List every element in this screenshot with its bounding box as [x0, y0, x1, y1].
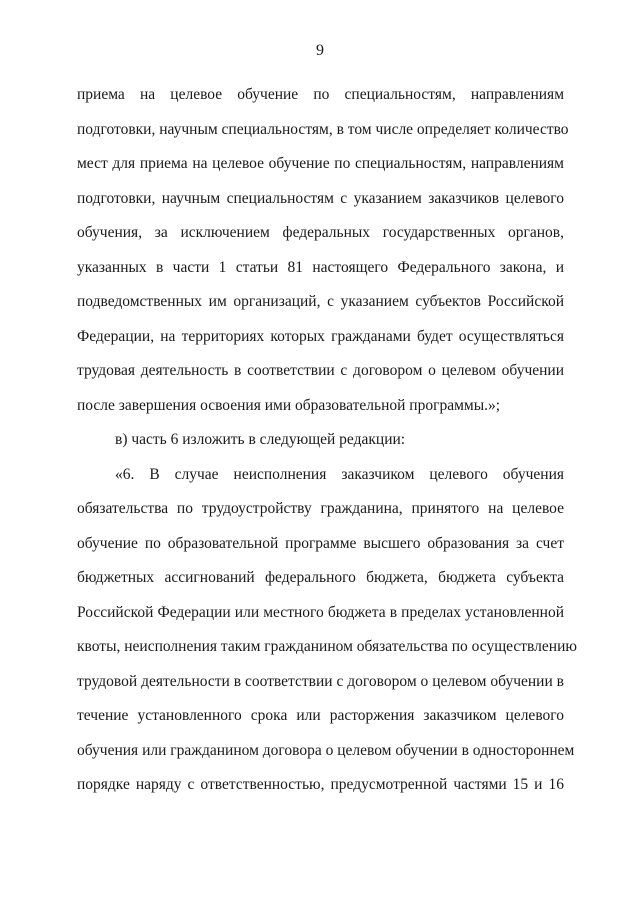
text-line: обязательства по трудоустройству гражданина, принятого на целевое: [77, 500, 564, 517]
paragraph-3: [77, 458, 577, 803]
text-line: трудовой деятельности в соответствии с договором о целевом обучении в: [77, 672, 564, 690]
text-line: Российской Федерации или местного бюджета в пределах установленной: [77, 603, 564, 621]
text-line: обучения или гражданином договора о целевом обучении в одностороннем: [77, 741, 575, 759]
text-line: квоты, неисполнения таким гражданином обязательства по осуществлению: [77, 638, 577, 655]
text-line: течение установленного срока или расторжения заказчиком целевого: [77, 707, 564, 724]
page-number: 9: [316, 42, 324, 59]
paragraph-2: [77, 423, 564, 458]
text-line: Федерации, на территориях которых гражданами будет осуществляться: [77, 327, 564, 345]
text-line: трудовая деятельность в соответствии с договором о целевом обучении: [77, 362, 564, 379]
text-line: порядке наряду с ответственностью, предусмотренной частями 15 и 16: [77, 776, 564, 793]
text-line: подготовки, научным специальностям с указанием заказчиков целевого: [77, 189, 564, 207]
text-line: подготовки, научным специальностям, в том числе определяет количество: [77, 120, 569, 138]
text-line: бюджетных ассигнований федерального бюджета, бюджета субъекта: [77, 569, 564, 586]
text-line: «6. В случае неисполнения заказчиком целевого обучения: [115, 465, 564, 483]
text-line: обучения, за исключением федеральных государственных органов,: [77, 224, 564, 241]
text-line: обучение по образовательной программе высшего образования за счет: [77, 534, 564, 552]
text-line: подведомственных им организаций, с указанием субъектов Российской: [77, 293, 564, 310]
text-line: приема на целевое обучение по специальностям, направлениям: [77, 86, 564, 103]
document-body: [77, 78, 577, 803]
text-line: мест для приема на целевое обучение по специальностям, направлениям: [77, 155, 564, 172]
paragraph-1: [77, 78, 569, 423]
text-line: в) часть 6 изложить в следующей редакции:: [115, 431, 406, 448]
text-line: указанных в части 1 статьи 81 настоящего Федерального закона, и: [77, 258, 564, 276]
text-line: после завершения освоения ими образовательной программы.»;: [77, 396, 501, 414]
